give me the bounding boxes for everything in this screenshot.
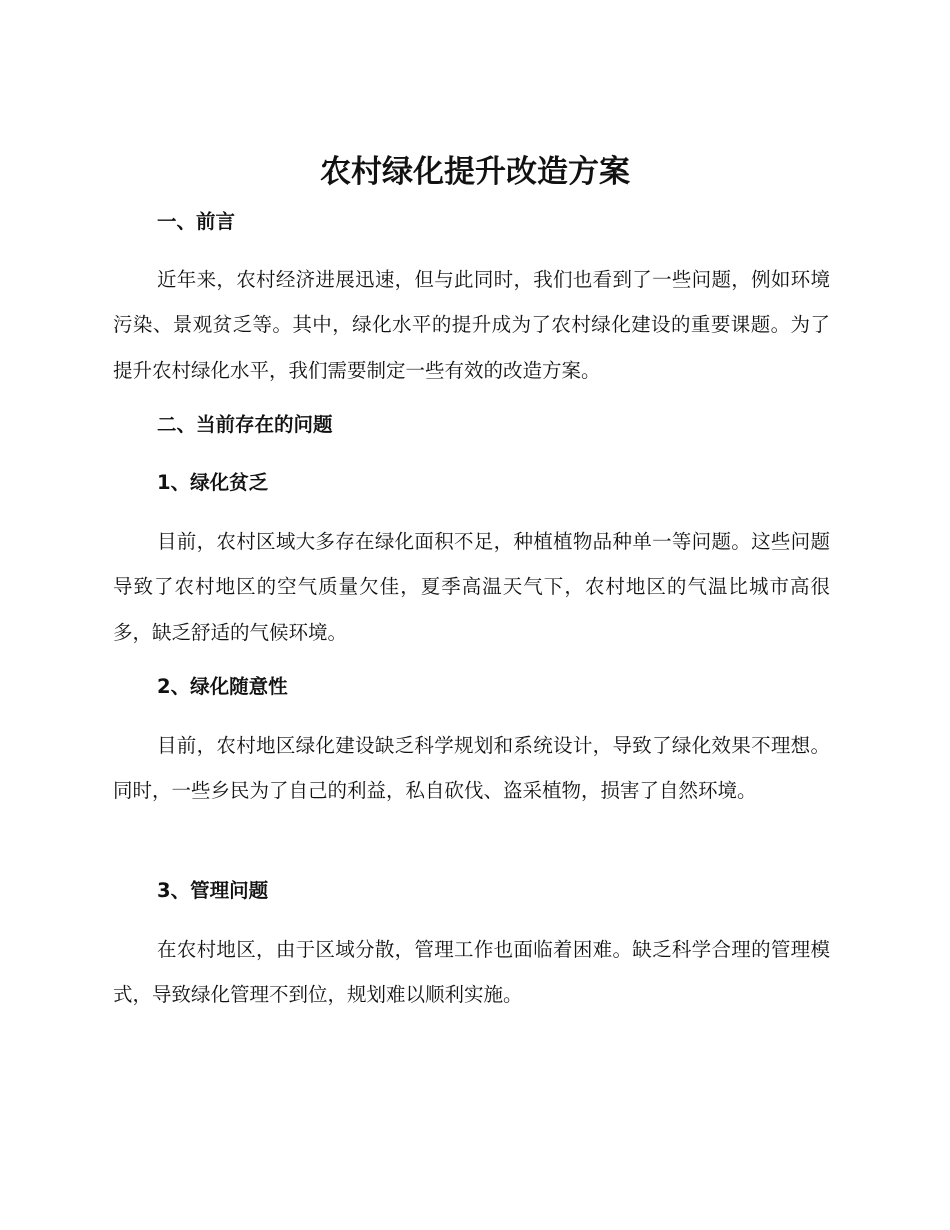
subsection-heading-greening-randomness: 2、绿化随意性: [157, 675, 288, 698]
paragraph-preface: 近年来，农村经济进展迅速，但与此同时，我们也看到了一些问题，例如环境污染、景观贫乏等。其中，绿化水平的提升成为了农村绿化建设的重要课题。为了提升农村绿化水平，我们需要制定一些有效的改造方案。: [113, 268, 830, 382]
subsection-heading-management-issues: 3、管理问题: [157, 879, 269, 902]
document-title: 农村绿化提升改造方案: [320, 154, 630, 190]
subsection-heading-lack-of-greening: 1、绿化贫乏: [157, 471, 269, 494]
paragraph-management-issues: 在农村地区，由于区域分散，管理工作也面临着困难。缺乏科学合理的管理模式，导致绿化管理不到位，规划难以顺利实施。: [113, 938, 830, 1007]
section-heading-current-problems: 二、当前存在的问题: [157, 413, 333, 436]
section-heading-preface: 一、前言: [157, 210, 236, 233]
paragraph-lack-of-greening: 目前，农村区域大多存在绿化面积不足，种植植物品种单一等问题。这些问题导致了农村地区的空气质量欠佳，夏季高温天气下，农村地区的气温比城市高很多，缺乏舒适的气候环境。: [113, 530, 830, 644]
paragraph-greening-randomness: 目前，农村地区绿化建设缺乏科学规划和系统设计，导致了绿化效果不理想。同时，一些乡民为了自己的利益，私自砍伐、盗采植物，损害了自然环境。: [113, 734, 830, 803]
